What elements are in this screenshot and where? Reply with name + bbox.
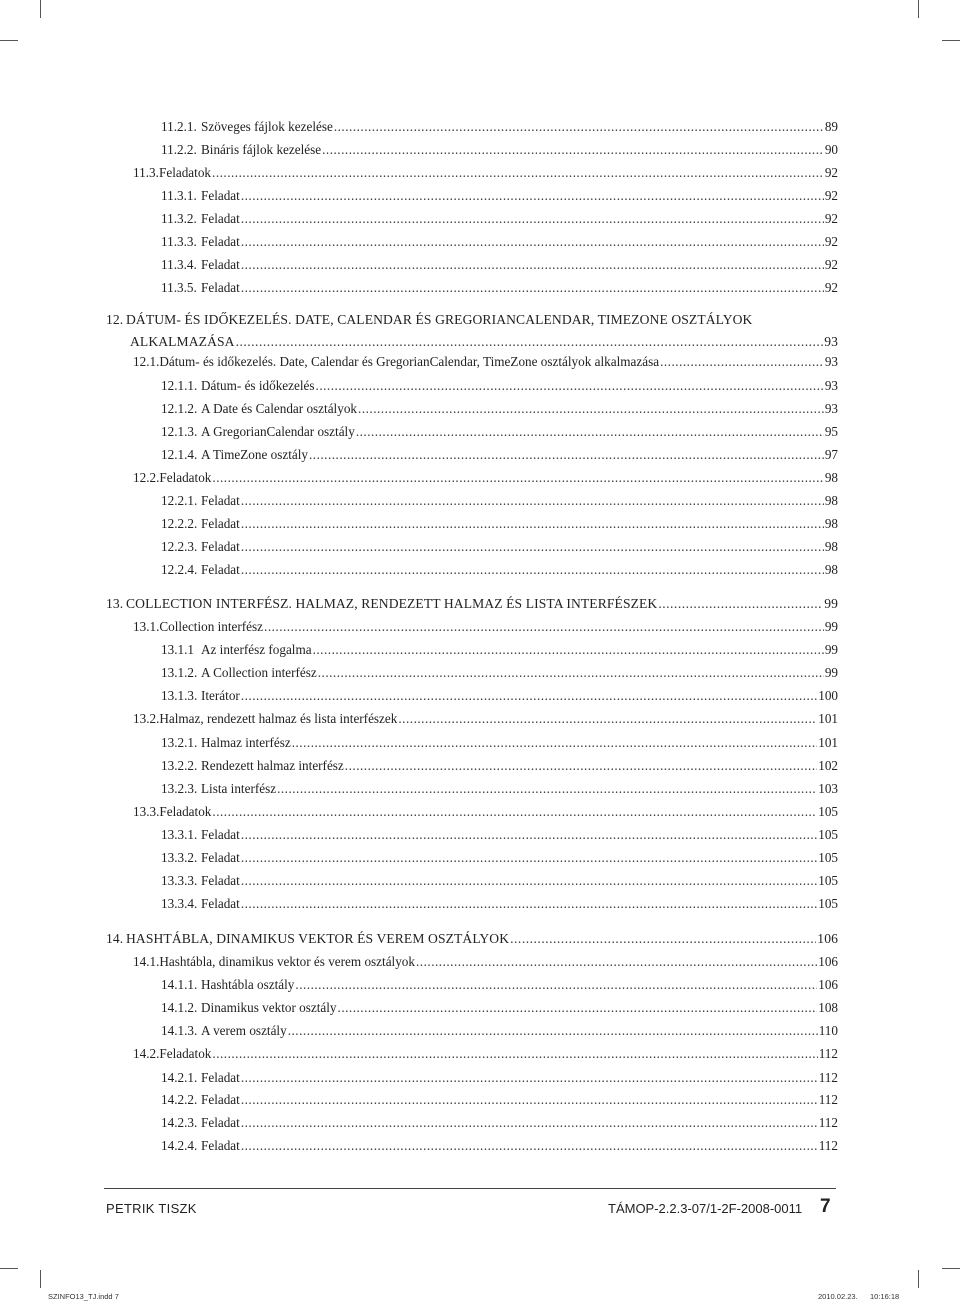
- toc-entry-page: 92: [824, 280, 838, 295]
- toc-entry[interactable]: [161, 999, 838, 1016]
- toc-entry-title: Iterátor: [201, 688, 240, 703]
- toc-entry[interactable]: [161, 1137, 838, 1154]
- dot-leader: [241, 279, 824, 296]
- toc-entry-title: Dátum- és időkezelés: [201, 378, 315, 393]
- toc-entry-title: Collection interfész: [159, 619, 264, 634]
- toc-entry-page: 98: [824, 516, 838, 531]
- toc-entry-number: 11.3.3.: [161, 234, 197, 249]
- toc-entry-number: 12.1.4.: [161, 447, 198, 462]
- footer-publisher: PETRIK TISZK: [106, 1201, 197, 1216]
- toc-entry-number: 12.1.1.: [161, 378, 198, 393]
- dot-leader: [241, 538, 824, 555]
- crop-mark: [0, 1268, 18, 1269]
- toc-entry-page: 98: [824, 539, 838, 554]
- dot-leader: [277, 780, 817, 797]
- toc-entry[interactable]: [133, 469, 838, 486]
- toc-entry-page: 105: [818, 873, 838, 888]
- footer-rule: [104, 1188, 836, 1189]
- dot-leader: [658, 595, 823, 612]
- toc-entry-title: DÁTUM- ÉS IDŐKEZELÉS. DATE, CALENDAR ÉS GREGORIANCALENDAR, TIMEZONE OSZTÁLYOK: [126, 312, 753, 327]
- toc-entry-page: 93: [824, 378, 838, 393]
- dot-leader: [356, 423, 824, 440]
- toc-entry-title: Feladat: [201, 188, 240, 203]
- toc-entry-title-continuation: ALKALMAZÁSA: [130, 334, 235, 349]
- toc-entry-page: 106: [817, 931, 838, 946]
- toc-entry[interactable]: [161, 872, 838, 889]
- toc-entry[interactable]: [161, 1091, 838, 1108]
- toc-entry[interactable]: [133, 353, 838, 370]
- toc-entry[interactable]: [161, 641, 838, 658]
- toc-entry-number: 14.2.3.: [161, 1115, 198, 1130]
- toc-entry-title: A Date és Calendar osztályok: [201, 401, 358, 416]
- toc-entry-title: Feladat: [201, 827, 240, 842]
- toc-entry[interactable]: [161, 515, 838, 532]
- toc-entry-number: 13.3.3.: [161, 873, 198, 888]
- toc-entry-title: Az interfész fogalma: [201, 642, 312, 657]
- dot-leader: [212, 803, 817, 820]
- toc-entry-title: HASHTÁBLA, DINAMIKUS VEKTOR ÉS VEREM OSZTÁLYOK: [126, 931, 510, 946]
- toc-entry-number: 14.2.1.: [161, 1070, 198, 1085]
- toc-entry-number: 11.3.4.: [161, 257, 197, 272]
- toc-entry-title: Feladat: [201, 562, 240, 577]
- toc-entry[interactable]: [161, 976, 838, 993]
- toc-entry-page: 95: [824, 424, 838, 439]
- toc-entry-page: 101: [818, 711, 838, 726]
- toc-entry-title: Hashtábla, dinamikus vektor és verem osztályok: [159, 954, 415, 969]
- toc-entry-page: 98: [824, 470, 838, 485]
- dot-leader: [241, 492, 824, 509]
- toc-entry-number: 11.3.: [133, 165, 159, 180]
- toc-entry[interactable]: [161, 734, 838, 751]
- dot-leader: [241, 1137, 818, 1154]
- dot-leader: [241, 849, 817, 866]
- dot-leader: [345, 757, 817, 774]
- toc-entry-title: Feladatok: [159, 804, 212, 819]
- toc-entry-title: Feladat: [201, 1070, 240, 1085]
- toc-entry-number: 13.3.4.: [161, 896, 198, 911]
- dot-leader: [316, 377, 824, 394]
- toc-entry-number: 14.2.: [133, 1046, 160, 1061]
- toc-entry-number: 13.3.: [133, 804, 160, 819]
- toc-entry-page: 105: [818, 827, 838, 842]
- toc-entry-title: Feladat: [201, 1092, 240, 1107]
- dot-leader: [313, 641, 824, 658]
- toc-entry-number: 14.1.: [133, 954, 160, 969]
- toc-entry-page: 99: [824, 642, 838, 657]
- toc-entry[interactable]: [161, 561, 838, 578]
- toc-entry-page: 110: [818, 1023, 838, 1038]
- toc-entry-number: 13.2.2.: [161, 758, 198, 773]
- toc-entry-page: 106: [818, 954, 838, 969]
- toc-entry-page: 105: [818, 850, 838, 865]
- toc-entry-number: 14.1.1.: [161, 977, 198, 992]
- toc-entry-title: Feladat: [201, 1138, 240, 1153]
- dot-leader: [212, 164, 824, 181]
- toc-entry-page: 112: [818, 1092, 838, 1107]
- toc-entry[interactable]: [161, 780, 838, 797]
- toc-entry-title: Bináris fájlok kezelése: [201, 142, 322, 157]
- toc-entry[interactable]: [161, 446, 838, 463]
- slug-file: SZINFO13_TJ.indd 7: [48, 1292, 119, 1301]
- toc-entry[interactable]: [133, 803, 838, 820]
- toc-entry[interactable]: [161, 400, 838, 417]
- toc-entry-number: 13.2.: [133, 711, 160, 726]
- toc-entry-title: COLLECTION INTERFÉSZ. HALMAZ, RENDEZETT HALMAZ ÉS LISTA INTERFÉSZEK: [126, 596, 658, 611]
- toc-entry-title: Feladatok: [159, 470, 212, 485]
- dot-leader: [318, 664, 824, 681]
- toc-entry-title: Szöveges fájlok kezelése: [201, 119, 333, 134]
- toc-entry-page: 99: [824, 665, 838, 680]
- toc-entry-title: Hashtábla osztály: [201, 977, 295, 992]
- dot-leader: [322, 141, 824, 158]
- toc-entry-page: 98: [824, 493, 838, 508]
- toc-entry[interactable]: [133, 164, 838, 181]
- toc-entry-page: 105: [818, 896, 838, 911]
- toc-entry-number: 13.2.1.: [161, 735, 198, 750]
- dot-leader: [241, 515, 824, 532]
- toc-entry-page: 99: [824, 596, 838, 611]
- toc-entry-page: 92: [824, 188, 838, 203]
- toc-entry[interactable]: [161, 279, 838, 296]
- toc-entry-title: Feladat: [201, 516, 240, 531]
- toc-entry-page: 93: [824, 334, 838, 349]
- toc-entry-title: Feladatok: [159, 1046, 212, 1061]
- toc-entry[interactable]: [133, 618, 838, 635]
- toc-entry[interactable]: [133, 1045, 838, 1062]
- toc-entry[interactable]: [161, 141, 838, 158]
- dot-leader: [241, 187, 824, 204]
- toc-entry[interactable]: [161, 187, 838, 204]
- slug-time: 10:16:18: [870, 1292, 900, 1301]
- toc-entry-number: 14.1.3.: [161, 1023, 198, 1038]
- toc-entry-title: A TimeZone osztály: [201, 447, 308, 462]
- toc-entry-number: 11.3.2.: [161, 211, 197, 226]
- toc-entry[interactable]: [161, 849, 838, 866]
- toc-entry-number: 14.: [106, 931, 124, 946]
- toc-entry-title: Dinamikus vektor osztály: [201, 1000, 337, 1015]
- dot-leader: [264, 618, 824, 635]
- toc-entry-number: 13.3.2.: [161, 850, 198, 865]
- toc-entry-title: Feladatok: [159, 165, 212, 180]
- toc-entry-number: 12.2.1.: [161, 493, 198, 508]
- toc-entry-number: 11.2.1.: [161, 119, 197, 134]
- toc-entry-page: 112: [818, 1115, 838, 1130]
- toc-entry-number: 11.2.2.: [161, 142, 197, 157]
- toc-entry-number: 13.1.2.: [161, 665, 198, 680]
- toc-entry-title: Feladat: [201, 1115, 240, 1130]
- dot-leader: [358, 400, 824, 417]
- toc-entry[interactable]: [106, 311, 838, 328]
- toc-entry-number: 14.2.2.: [161, 1092, 198, 1107]
- toc-entry-page: 101: [818, 735, 838, 750]
- dot-leader: [309, 446, 824, 463]
- slug-date: 2010.02.23.: [818, 1292, 858, 1301]
- toc-entry-page: 112: [818, 1070, 838, 1085]
- toc-entry-title: A verem osztály: [201, 1023, 287, 1038]
- dot-leader: [241, 687, 817, 704]
- toc-entry[interactable]: [133, 710, 838, 727]
- toc-entry-page: 97: [824, 447, 838, 462]
- toc-entry-title: Halmaz interfész: [201, 735, 291, 750]
- toc-entry-number: 14.2.4.: [161, 1138, 198, 1153]
- footer-project-code: TÁMOP-2.2.3-07/1-2F-2008-0011: [608, 1201, 803, 1216]
- toc-entry-title: Feladat: [201, 539, 240, 554]
- dot-leader: [241, 256, 824, 273]
- toc-entry-number: 12.2.: [133, 470, 160, 485]
- toc-entry-page: 92: [824, 165, 838, 180]
- toc-entry-page: 92: [824, 234, 838, 249]
- toc-entry-number: 12.: [106, 312, 124, 327]
- dot-leader: [288, 1022, 818, 1039]
- toc-entry-number: 12.1.3.: [161, 424, 198, 439]
- toc-entry-number: 12.2.4.: [161, 562, 198, 577]
- dot-leader: [241, 233, 824, 250]
- toc-entry-title: A Collection interfész: [201, 665, 317, 680]
- toc-entry[interactable]: [161, 423, 838, 440]
- toc-entry[interactable]: [161, 1069, 838, 1086]
- dot-leader: [660, 353, 824, 370]
- toc-entry[interactable]: [161, 492, 838, 509]
- toc-entry-page: 105: [818, 804, 838, 819]
- toc-entry-page: 89: [824, 119, 838, 134]
- toc-entry[interactable]: [161, 826, 838, 843]
- dot-leader: [398, 710, 817, 727]
- toc-entry-number: 12.2.3.: [161, 539, 198, 554]
- crop-mark: [942, 1268, 960, 1269]
- toc-entry[interactable]: [106, 595, 838, 612]
- toc-entry-title: Halmaz, rendezett halmaz és lista interfészek: [159, 711, 398, 726]
- toc-entry-number: 13.3.1.: [161, 827, 198, 842]
- toc-entry-title: Dátum- és időkezelés. Date, Calendar és GregorianCalendar, TimeZone osztályok alkalmazása: [159, 354, 660, 369]
- dot-leader: [212, 1045, 817, 1062]
- toc-entry[interactable]: [161, 895, 838, 912]
- dot-leader: [241, 826, 817, 843]
- footer-page-number: 7: [820, 1196, 831, 1217]
- toc-entry[interactable]: [161, 256, 838, 273]
- toc-entry-page: 112: [818, 1138, 838, 1153]
- toc-entry-page: 106: [818, 977, 838, 992]
- toc-entry-page: 108: [818, 1000, 838, 1015]
- toc-entry-page: 92: [824, 257, 838, 272]
- toc-entry-continuation[interactable]: [130, 333, 838, 350]
- toc-entry-title: Feladat: [201, 850, 240, 865]
- dot-leader: [334, 118, 824, 135]
- toc-entry-page: 100: [818, 688, 838, 703]
- toc-entry[interactable]: [161, 233, 838, 250]
- toc-entry-page: 92: [824, 211, 838, 226]
- toc-entry[interactable]: [161, 210, 838, 227]
- dot-leader: [338, 999, 818, 1016]
- toc-entry-title: Feladat: [201, 280, 240, 295]
- toc-entry[interactable]: [161, 1114, 838, 1131]
- toc-entry[interactable]: [161, 1022, 838, 1039]
- toc-entry-number: 12.2.2.: [161, 516, 198, 531]
- dot-leader: [236, 333, 824, 350]
- dot-leader: [241, 872, 817, 889]
- toc-entry-number: 13.1.3.: [161, 688, 198, 703]
- dot-leader: [416, 953, 817, 970]
- toc-entry[interactable]: [106, 930, 838, 947]
- toc-entry-number: 12.1.2.: [161, 401, 198, 416]
- toc-entry[interactable]: [161, 118, 838, 135]
- toc-entry-title: Lista interfész: [201, 781, 277, 796]
- toc-entry-number: 14.1.2.: [161, 1000, 198, 1015]
- toc-entry-title: Feladat: [201, 873, 240, 888]
- crop-mark: [40, 1270, 41, 1288]
- toc-entry-title: A GregorianCalendar osztály: [201, 424, 355, 439]
- toc-entry-page: 102: [818, 758, 838, 773]
- dot-leader: [241, 1091, 818, 1108]
- toc-entry-title: Feladat: [201, 896, 240, 911]
- toc-entry[interactable]: [161, 757, 838, 774]
- toc-entry-page: 93: [824, 354, 838, 369]
- dot-leader: [241, 561, 824, 578]
- toc-entry-page: 98: [824, 562, 838, 577]
- toc-entry-number: 11.3.1.: [161, 188, 197, 203]
- toc-entry-number: 13.1.: [133, 619, 160, 634]
- toc-entry[interactable]: [161, 664, 838, 681]
- toc-entry[interactable]: [161, 687, 838, 704]
- toc-entry-number: 11.3.5.: [161, 280, 197, 295]
- toc-entry-number: 13.: [106, 596, 124, 611]
- toc-entry-number: 12.1.: [133, 354, 160, 369]
- toc-entry-title: Feladat: [201, 234, 240, 249]
- toc-entry-page: 103: [818, 781, 838, 796]
- dot-leader: [510, 930, 816, 947]
- dot-leader: [241, 895, 817, 912]
- toc-entry-title: Rendezett halmaz interfész: [201, 758, 344, 773]
- toc-entry-title: Feladat: [201, 211, 240, 226]
- dot-leader: [212, 469, 823, 486]
- toc-entry[interactable]: [133, 953, 838, 970]
- dot-leader: [241, 210, 824, 227]
- toc-entry-page: 112: [818, 1046, 838, 1061]
- dot-leader: [295, 976, 817, 993]
- toc-entry-title: Feladat: [201, 257, 240, 272]
- toc-entry[interactable]: [161, 538, 838, 555]
- crop-mark: [918, 1270, 919, 1288]
- toc-entry-page: 99: [824, 619, 838, 634]
- toc-entry-title: Feladat: [201, 493, 240, 508]
- toc-entry[interactable]: [161, 377, 838, 394]
- dot-leader: [241, 1069, 818, 1086]
- toc-entry-page: 90: [824, 142, 838, 157]
- dot-leader: [241, 1114, 818, 1131]
- toc-entry-number: 13.2.3.: [161, 781, 198, 796]
- dot-leader: [292, 734, 818, 751]
- toc-entry-page: 93: [824, 401, 838, 416]
- toc-entry-number: 13.1.1: [161, 642, 194, 657]
